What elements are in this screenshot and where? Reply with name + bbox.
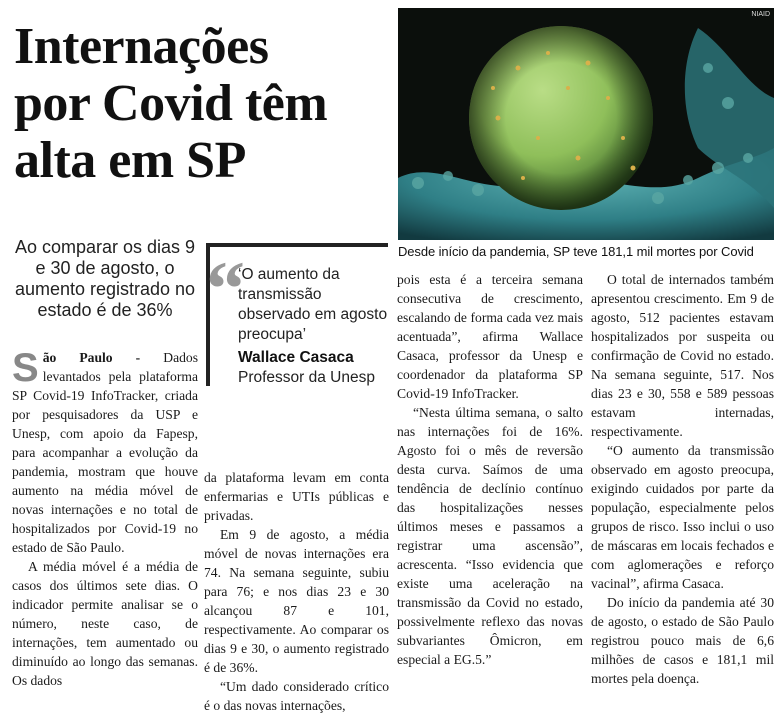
headline [14,18,394,189]
article-paragraph: São Paulo - Dados levantados pela plataforma SP Covid-19 InfoTracker, criada por pesquisadores da USP e Unesp, com apoio da Fapesp, para acompanhar a evolução da pandemia, mostram que houve aumento na média móvel de novas internações e no total de hospitalizados por Covid-19 no estado de São Paulo. [12,346,199,555]
dropcap: S [12,346,39,390]
article-photo [398,8,774,240]
article-column-3 [397,270,583,667]
article-column-4 [591,270,774,686]
article-paragraph: “Um dado considerado crítico é o das novas internações, [204,679,389,713]
dateline: ão Paulo - [42,350,141,365]
article-paragraph: O total de internados também apresentou crescimento. Em 9 de agosto, 512 pacientes estavam hospitalizados por suspeita ou confirmação de Covid no estado. Na semana seguinte, 517. Nos dias 23 e 30, 558 e 589 pessoas estavam internadas, respectivamente. [591,272,774,439]
virus-micrograph-image [398,8,774,240]
article-paragraph: da plataforma levam em conta enfermarias e UTIs públicas e privadas. [204,470,389,523]
subhead: Ao comparar os dias 9 e 30 de agosto, o aumento registrado no estado é de 36% [14,237,196,320]
article-column-2 [204,468,389,713]
pull-quote [206,243,388,386]
article-paragraph: “Nesta última semana, o salto nas internações foi de 16%. Agosto foi o mês de reversão desta curva. Saímos de uma tendência de declínio contínuo das hospitalizações nesses últimos meses e passamos a registrar uma ascensão”, acrescenta. “Isso evidencia que existe uma aceleração na transmissão da Covid no estado, possivelmente reflexo das novas subvariantes Ômicron, em especial a EG.5.” [397,405,583,667]
article-column-1 [12,346,199,688]
article-paragraph: Em 9 de agosto, a média móvel de novas internações era 74. Na semana seguinte, subiu para 76; e nos dias 23 e 30 alcançou 87 e 101, respectivamente. Ao comparar os dias 9 e 30, o aumento registrado é de 36%. [204,527,389,675]
pull-quote-role: Professor da Unesp [238,369,375,386]
pull-quote-text: ‘O aumento da transmissão observado em agosto preocupa’ [238,266,388,343]
article-paragraph: A média móvel é a média de casos dos últimos sete dias. O indicador permite analisar se o número, neste caso, de internações, tem aumentado ou diminuído ao longo das semanas. Os dados [12,559,198,688]
photo-credit: NIAID [751,11,770,18]
article-paragraph: Do início da pandemia até 30 de agosto, o estado de São Paulo registrou pouco mais de 6,6 milhões de casos e 181,1 mil mortes pela doença. [591,595,774,686]
photo-caption: Desde início da pandemia, SP teve 181,1 mil mortes por Covid [398,244,754,259]
article-paragraph: pois esta é a terceira semana consecutiva de crescimento, escalando de forma cada vez mais acentuada”, afirma Wallace Casaca, professor da Unesp e coordenador da plataforma SP Covid-19 InfoTracker. [397,272,583,401]
quote-mark-icon: “ [206,245,245,332]
article-paragraph: “O aumento da transmissão observado em agosto preocupa, exigindo cuidados por parte da população, especialmente pelos grupos de risco. Isso inclui o uso de máscaras em locais fechados e com aglomerações e reforço vacinal”, afirma Casaca. [591,443,774,591]
headline-line-1: Internações [14,18,269,75]
headline-line-2: por Covid têm [14,75,328,132]
headline-line-3: alta em SP [14,132,246,189]
pull-quote-name: Wallace Casaca [238,349,354,366]
